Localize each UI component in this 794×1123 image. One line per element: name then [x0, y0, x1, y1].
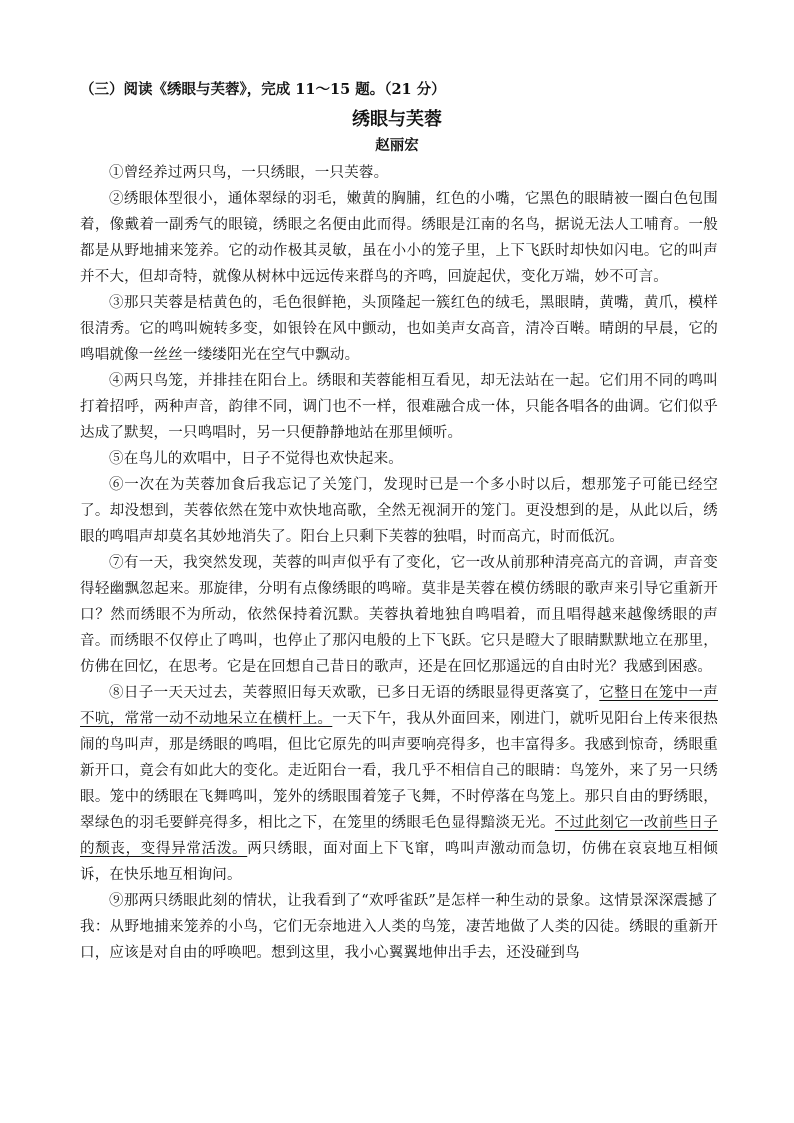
paragraph-8-text-c: 两只绣眼，面对面上下飞窜，鸣叫声激动而急切，仿佛在哀哀地互相倾诉，在快乐地互相询问。 — [80, 841, 719, 883]
paragraph-4: ④两只鸟笼，并排挂在阳台上。绣眼和芙蓉能相互看见，却无法站在一起。它们用不同的鸣叫打着招呼，两种声音，韵律不同，调门也不一样，很难融合成一体，只能各唱各的曲调。它们似乎达成了默契，一只鸣唱时，另一只便静静地站在那里倾听。 — [80, 373, 718, 441]
paragraph-3: ③那只芙蓉是桔黄色的，毛色很鲜艳，头顶隆起一簇红色的绒毛，黑眼睛，黄嘴，黄爪，模样很清秀。它的鸣叫婉转多变，如银铃在风中颤动，也如美声女高音，清冷百啭。晴朗的早晨，它的鸣唱就像一丝丝一缕缕阳光在空气中飘动。 — [80, 295, 718, 363]
underlined-sentence-1: 它整日在笼中一声不吭，常常一动不动地呆立在横杆上。 — [80, 685, 718, 727]
paragraph-7: ⑦有一天，我突然发现，芙蓉的叫声似乎有了变化，它一改从前那种清亮高亢的音调，声音变得轻幽飘忽起来。那旋律，分明有点像绣眼的鸣啼。莫非是芙蓉在模仿绣眼的歌声来引导它重新开口？然而绣眼不为所动，依然保持着沉默。芙蓉执着地独自鸣唱着，而且唱得越来越像绣眼的声音。而绣眼不仅停止了鸣叫，也停止了那闪电般的上下飞跃。它只是瞪大了眼睛默默地立在那里，仿佛在回忆，在思考。它是在回想自己昔日的歌声，还是在回忆那遥远的自由时光？我感到困惑。 — [80, 555, 718, 675]
paragraph-6: ⑥一次在为芙蓉加食后我忘记了关笼门，发现时已是一个多小时以后，想那笼子可能已经空了。却没想到，芙蓉依然在笼中欢快地高歌，全然无视洞开的笼门。更没想到的是，从此以后，绣眼的鸣唱声却莫名其妙地消失了。阳台上只剩下芙蓉的独唱，时而高亢，时而低沉。 — [80, 477, 718, 545]
paragraph-9: ⑨那两只绣眼此刻的情状，让我看到了“欢呼雀跃”是怎样一种生动的景象。这情景深深震撼了我：从野地捕来笼养的小鸟，它们无奈地进入人类的鸟笼，凄苦地做了人类的囚徒。绣眼的重新开口，应该是对自由的呼唤吧。想到这里，我小心翼翼地伸出手去，还没碰到鸟 — [80, 893, 718, 961]
paragraph-2: ②绣眼体型很小，通体翠绿的羽毛，嫩黄的胸脯，红色的小嘴，它黑色的眼睛被一圈白色包围着，像戴着一副秀气的眼镜，绣眼之名便由此而得。绣眼是江南的名鸟，据说无法人工哺育。一般都是从野地捕来笼养。它的动作极其灵敏，虽在小小的笼子里，上下飞跃时却快如闪电。它的叫声并不大，但却奇特，就像从树林中远远传来群鸟的齐鸣，回旋起伏，变化万端，妙不可言。 — [80, 191, 718, 285]
article-body — [80, 160, 718, 966]
paragraph-8-text-b: 一天下午，我从外面回来，刚进门，就听见阳台上传来很热闹的鸟叫声，那是绣眼的鸣唱，但比它原先的叫声要响亮得多，也丰富得多。我感到惊奇，绣眼重新开口，竟会有如此大的变化。走近阳台一看，我几乎不相信自己的眼睛：鸟笼外，来了另一只绣眼。笼中的绣眼在飞舞鸣叫，笼外的绣眼围着笼子飞舞，不时停落在鸟笼上。那只自由的野绣眼，翠绿色的羽毛要鲜亮得多，相比之下，在笼里的绣眼毛色显得黯淡无光。 — [80, 711, 719, 831]
underlined-sentence-2: 不过此刻它一改前些日子的颓丧，变得异常活泼。 — [80, 815, 718, 857]
paragraph-5: ⑤在鸟儿的欢唱中，日子不觉得也欢快起来。 — [109, 451, 403, 467]
section-header: （三）阅读《绣眼与芙蓉》，完成 11～15 题。（21 分） — [80, 81, 446, 98]
article-title: 绣眼与芙蓉 — [352, 109, 442, 130]
paragraph-8 — [80, 680, 718, 888]
paragraph-1: ①曾经养过两只鸟，一只绣眼，一只芙蓉。 — [109, 165, 389, 181]
article-author: 赵丽宏 — [375, 137, 419, 154]
paragraph-8-text-a: ⑧日子一天天过去，芙蓉照旧每天欢歌，已多日无语的绣眼显得更落寞了， — [109, 685, 600, 701]
